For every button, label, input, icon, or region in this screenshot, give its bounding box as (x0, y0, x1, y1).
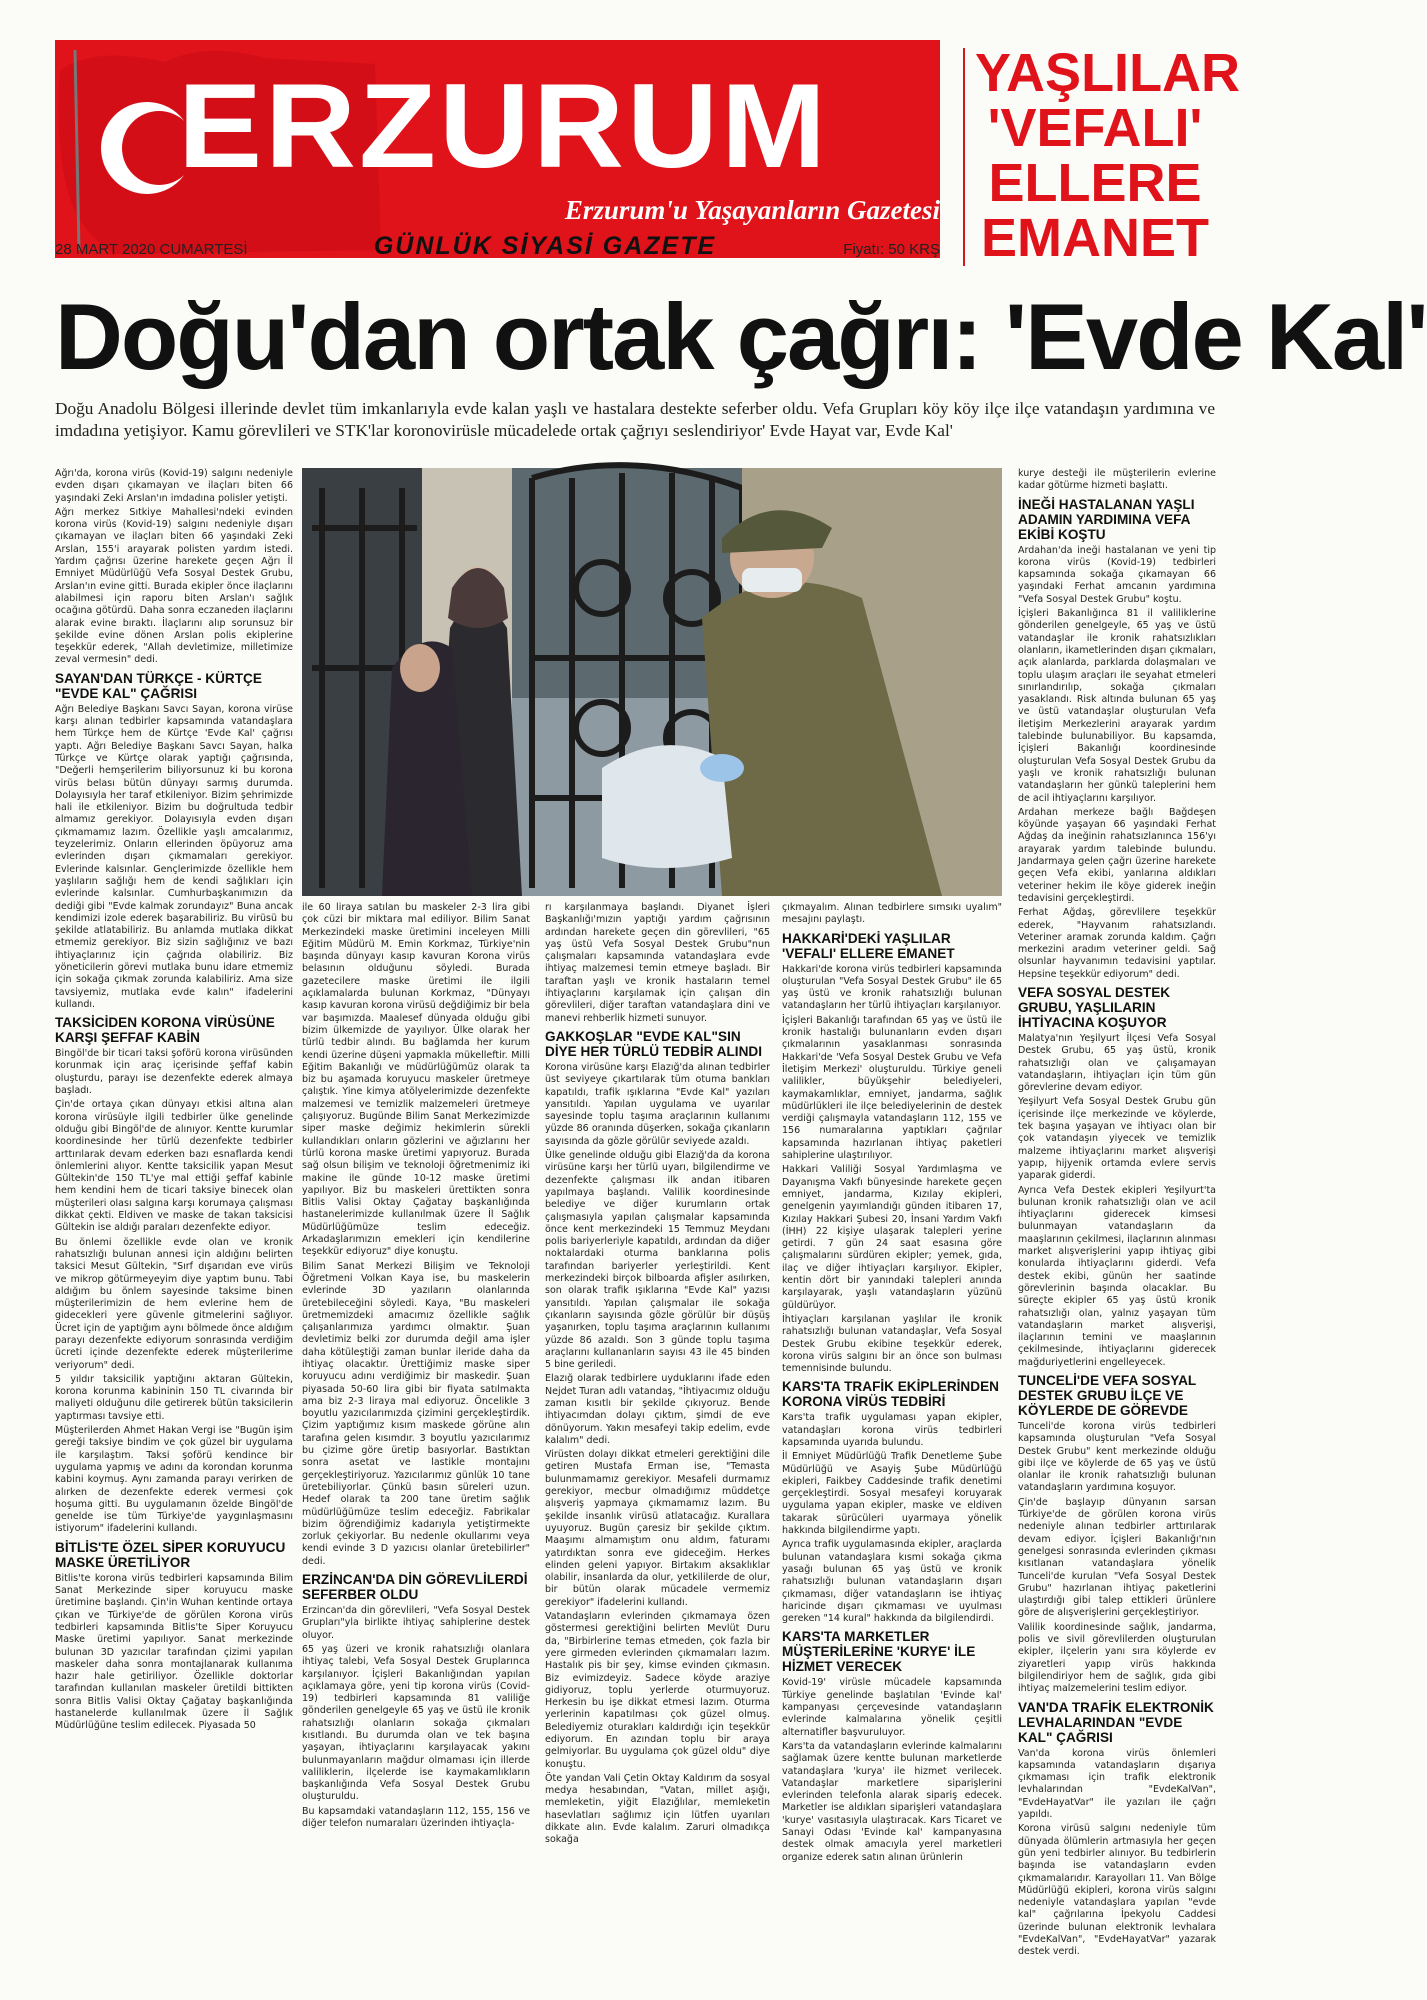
paragraph: Ağrı merkez Sıtkiye Mahallesi'ndeki evinden korona virüs (Kovid-19) salgını nedeniyle dışarı çıkamayan ve ilaçları biten 66 yaşındaki Zeki Arslan, 155'i arayarak polisten yardım istedi. Yardım çağrısı üzerine harekete geçen Ağrı İl Emniyet Müdürlüğü Vefa Sosyal Destek Grubu, Arslan'ın evine gitti. Burada ekipler önce ilaçlarını alabilmesi için raporu biten Arslan'ı sağlık ocağına götürdü. Daha sonra eczaneden ilaçlarını alarak evine bıraktı. İlaçlarını alıp sorunsuz bir şekilde evine dönen Arslan polis ekiplerine teşekkür ederek, "Allah devletimize, milletimize zeval vermesin" dedi. (55, 506, 293, 666)
paragraph: Kars'ta trafik uygulaması yapan ekipler, vatandaşları korona virüs tedbirleri kapsamında uyarıda bulundu. (782, 1412, 1002, 1448)
subheading: KARS'TA MARKETLER MÜŞTERİLERİNE 'KURYE' İLE HİZMET VERECEK (782, 1629, 976, 1675)
paragraph: Vatandaşların evlerinden çıkmamaya özen göstermesi gerektiğini belirten Mevlüt Duru da, "Birbirlerine temas etmeden, çok fazla bir yere girmeden evlerinden çıkmamaları lazım. Hastalık pis bir şey, kimse evinden çıkmasın. Biz evimizdeyiz. Sadece köyde araziye gidiyoruz, toplu yerlerde oturmuyoruz. Herkesin bu işe dikkat etmesi lazım. Oturma yerlerinin kapatılması çok güzel olmuş. Belediyemiz oturakları kaldırdığı için teşekkür ediyorum. En azından toplu bir araya gelmiyorlar. Bu uygulama çok güzel oldu" diye konuştu. (545, 1611, 770, 1770)
paragraph: Ardahan merkeze bağlı Bağdeşen köyünde yaşayan 66 yaşındaki Ferhat Ağdaş da ineğinin rahatsızlanınca 156'yı arayarak yardım talebinde bulundu. Jandarmaya gelen çağrı üzerine harekete geçen Vefa ekibi, yanlarına aldıkları veteriner hekim ile köye giderek ineğin tedavisini gerçekleştirdi. (1018, 806, 1216, 904)
paragraph: ile 60 liraya satılan bu maskeler 2-3 lira gibi çok cüzi bir miktara mal ediliyor. Bilim Sanat Merkezindeki maske üretimini inceleyen Milli Eğitim Müdürü M. Emin Korkmaz, Türkiye'nin başında dünyayı kasıp kavuran Korona virüs belasının olduğunu söyledi. Burada gazetecilere maske üretimi ile ilgili açıklamalarda bulunan Korkmaz, "Dünyayı kasıp kavuran korona virüsü değdiğimiz bir bela var başımızda. Maalesef dünyada olduğu gibi bizim ülkemizde de yayılıyor. Ülke olarak her türlü tedbir alındı. Bu bağlamda her kurum kendi üzerine düşeni yapmakla mükelleftir. Milli Eğitim Bakanlığı ve müdürlüğümüz olarak ta biz bu aşamada koruyucu maskeler üretmeye çalıştık. Yine kimya atölyelerimizde dezenfekte malzemesi ve temizlik malzemeleri üretmeye çalışıyoruz. Bugünde Bilim Sanat Merkezimizde siper maske değimiz hekimlerin sürekli kullandıkları onların gözlerini ve ağızlarını her türlü korona maske üretimi yapıyoruz. Burada sağ olsun bilişim ve teknoloji öğretmenimiz iki makine ile günde 10-12 maske üretimi yapılıyor. Biz bu maskeleri ürettikten sonra Bitlis Valisi Oktay Çağatay başkanlığında hastanelerimizde kullanılmak üzere İl Sağlık Müdürlüğümüze teslim edeceğiz. Arkadaşlarımızın emekleri için kendilerine teşekkür ediyoruz" diye konuştu. (302, 902, 530, 1258)
newspaper-brand: ERZURUM (178, 58, 829, 193)
paragraph: Kovid-19' virüsle mücadele kapsamında Türkiye genelinde başlatılan 'Evinde kal' kampanyası çerçevesinde vatandaşların evlerinde kalmalarına yönelik çeşitli alternatifler başvuruluyor. (782, 1677, 1002, 1738)
paragraph: Hakkari Valiliği Sosyal Yardımlaşma ve Dayanışma Vakfı bünyesinde harekete geçen emniyet, jandarma, Kızılay ekipleri, genelgenin yayımlandığı günden itibaren 17, Kızılay Hakkari Şubesi 20, İnsani Yardım Vakfı (İHH) 22 kişiye ulaşarak talepleri yerine getirdi. 7 gün 24 saat esasına göre çalışmalarını sürdüren ekipler; yemek, gıda, ilaç ve diğer ihtiyaçları karşılıyor. Ekipler, kentin dört bir yanındaki talepleri anında karşılayarak, yaşlı vatandaşların yüzünü güldürüyor. (782, 1164, 1002, 1311)
paragraph: Bilim Sanat Merkezi Bilişim ve Teknoloji Öğretmeni Volkan Kaya ise, bu maskelerin evlerinde 3D yazıların olanlarında üretebileceğini söyledi. Kaya, "Bu maskeleri üretmemizdeki amacımız özellikle sağlık çalışanlarımıza yardımcı olmaktır. Şuan devletimiz belki zor durumda değil ama işler daha kötüleştiği zaman bunlar ileride daha da ihtiyaç olacaktır. Ürettiğimiz maske siper koruyucu adını verdiğimiz bir maskedir. Şuan piyasada 50-60 lira gibi bir fiyata satılmakta ama biz 2-3 liraya mal ediyoruz. Öncelikle 3 boyutlu yazıcılarımızda çizimini gerçekleştirdik. Çizim yaptığımız kısım maskede görüne alın tarafına gelen kısımdır. 3 boyutlu yazıcılarımız bu çizime göre üretip basıyorlar. Bastıktan sonra asetat ve lastikle montajını gerçekleştiriyoruz. Yazıcılarımız günlük 10 tane üretebiliyorlar. Çünkü basın süreleri uzun. Hedef olarak ta 200 tane üretim sağlık müdürlüğümüze teslim edeceğiz. Fabrikalar bizim öğrendiğimiz kadarıyla yetiştirmekte zorluk çekiyorlar. Bu nedenle okullarımı veya kendi evinde 3 D yazıcısı olanlar üretebilirler" dedi. (302, 1260, 530, 1567)
paragraph: Ağrı Belediye Başkanı Savcı Sayan, korona virüse karşı alınan tedbirler kapsamında vatandaşlara hem Türkçe hem de Kürtçe 'Evde Kal' çağrısı yaptı. Ağrı Belediye Başkanı Savcı Sayan, halka Türkçe ve Kürtçe olarak yaptığı çağrısında, "Değerli hemşerilerim biliyorsunuz ki bu korona virüs belası bütün dünyayı sarmış durumda. Dolayısıyla her taraf etkileniyor. Bizim şehrimizde hali ile etkileniyor. Bizim bu doğrultuda tedbir almamız gerekiyor. Dolayısıyla evden dışarı çıkmamamız lazım. Özellikle yaşlı amcalarımız, teyzelerimiz. Onların ellerinden öpüyoruz ama evlerinden dışarı çıkmamaları gerekiyor. Evlerinde kalsınlar. Gençlerimizde özellikle hem yaşlıların sağlığı hem de kendi sağlıkları için evlerinde kalsınlar. Cumhurbaşkanımızın da dediği gibi "Evde kalmak zorundayız" Buna ancak kendimizi izole ederek başarabiliriz. Bu virüsü bu şekilde atlatabiliriz. Bu anlamda mutlaka dikkat etmemiz gerekiyor. Biz sizin sağlığınız ve bazı ihtiyaçlarınız için çağrıda olabiliriz. Biz yöneticilerin görevi mutlaka bunu idare etmemiz için sokağa çıkmak zorunda kalabiliriz. Ama size tavsiyemiz, mutlaka evde kalın" ifadelerini kullandı. (55, 703, 293, 1010)
subheading: BİTLİS'TE ÖZEL SİPER KORUYUCU MASKE ÜRETİLİYOR (55, 1539, 286, 1570)
paragraph: İçişleri Bakanlığınca 81 il valiliklerine gönderilen genelgeyle, 65 yaş ve üstü vatandaşlar ile kronik rahatsızlıkları olanların, ikametlerinden dışarı çıkmaları, açık alanlarda, parklarda dolaşmaları ve toplu ulaşım araçları ile seyahat etmeleri sınırlandırılıp, sokağa çıkmaları yasaklandı. Risk altında bulunan 65 yaş ve üstü vatandaşlar oluşturulan Vefa İletişim Merkezlerini arayarak yardım talebinde bulunabiliyor. Bu kapsamda, İçişleri Bakanlığı koordinesinde oluşturulan Vefa Sosyal Destek Grubu da yaşlı ve kronik rahatsızlığı bulunan vatandaşların her günkü taleplerini hem de acil ihtiyaçlarını karşılıyor. (1018, 608, 1216, 804)
paragraph: Hakkari'de korona virüs tedbirleri kapsamında oluşturulan "Vefa Sosyal Destek Grubu" ile 65 yaş üstü ve kronik rahatsızlığı bulunan vatandaşların her türlü ihtiyaçları karşılanıyor. (782, 963, 1002, 1012)
paragraph: Bu önlemi özellikle evde olan ve kronik rahatsızlığı bulunan annesi için aldığını belirten taksici Mesut Gültekin, "Sırf dışarıdan eve virüs ve mikrop götürmeyeyim diye yaptım bunu. Tabi aldığım bu önlem sayesinde taksime binen müşterilerimizin de hem evlerine hem de gidecekleri yere güvenle gitmelerini sağlıyor. Ücret için de yaptığım aynı bölmede önce aldığım parayı dezenfekte ediyorum sonrasında verdiğim ücreti içinde dezenfekte ederek müşterilerime veriyorum" dedi. (55, 1236, 293, 1371)
paragraph: Malatya'nın Yeşilyurt İlçesi Vefa Sosyal Destek Grubu, 65 yaş üstü, kronik rahatsızlığı olan ve çalışamayan vatandaşların, ihtiyaçları için tüm gün görevlerine devam ediyor. (1018, 1032, 1216, 1094)
side-headline-line: 'VEFALI' (987, 98, 1203, 158)
newspaper-tagline: Erzurum'u Yaşayanların Gazetesi (564, 195, 940, 225)
paragraph: Ayrıca trafik uygulamasında ekipler, araçlarda bulunan vatandaşlara kısmi sokağa çıkma yasağı bulunan 65 yaş üstü ve kronik rahatsızlığı bulunan vatandaşların dışarı çıkmaması, diğer vatandaşların ise ihtiyaç haricinde dışarı çıkmaması ve uyulması gereken "14 kural" hakkında da bilgilendirdi. (782, 1539, 1002, 1625)
paragraph: Öte yandan Vali Çetin Oktay Kaldırım da sosyal medya hesabından, "Vatan, millet aşığı, memleketin, yiğit Elazığlılar, memleketin hasevlatları sağlımız için lütfen uyarıları dikkate alın. Evde kalalım. Zaruri olmadıkça sokağa (545, 1772, 770, 1846)
issue-date: 28 MART 2020 CUMARTESİ (55, 241, 248, 258)
paragraph: Yeşilyurt Vefa Sosyal Destek Grubu gün içerisinde ilçe merkezinde ve köylerde, tek başına yaşayan ve ihtiyacı olan bir çok vatandaşın yiyecek ve temizlik malzeme ihtiyaçlarını market alışverişi yapıp, hijyenik ortamda evlere servis yaparak giderdi. (1018, 1096, 1216, 1182)
issue-price: Fiyatı: 50 KRŞ (843, 241, 940, 258)
subheading: ERZİNCAN'DA DİN GÖREVLİLERDİ SEFERBER OLDU (302, 1572, 528, 1603)
paragraph: Bu kapsamdaki vatandaşların 112, 155, 156 ve diğer telefon numaraları üzerinden ihtiyaçla- (302, 1805, 530, 1830)
paragraph: Korona virüsü salgını nedeniyle tüm dünyada ölümlerin artmasıyla her geçen gün yeni tedbirler alınıyor. Bu tedbirlerin başında ise vatandaşların evden çıkmamalarıdır. Karayolları 11. Van Bölge Müdürlüğü ekipleri, korona virüs salgını nedeniyle vatandaşlara yapılan "evde kal" çağrılarına İpekyolu Caddesi üzerinde bulunan elektronik levhalara "EvdeKalVan", "EvdeHayatVar" yazarak destek verdi. (1018, 1823, 1216, 1958)
paragraph: Bitlis'te korona virüs tedbirleri kapsamında Bilim Sanat Merkezinde siper koruyucu maske üretimine başlandı. Çin'in Wuhan kentinde ortaya çıkan ve Türkiye'de de görülen Korona virüs tedbirleri kapsamında Bitlis'te Siper Koruyucu Maske üretimi yapılıyor. Sanat merkezinde bulunan 3D yazıcılar tarafından çizimi yapılan maskeler daha sonra montajlanarak kullanıma hazır hale getiriliyor. Özellikle doktorlar tarafından kullanılan maskeler üretildi bittikten sonra Bitlis Valisi Oktay Çağatay başkanlığında hastanelerde kullanılmak üzere İl Sağlık Müdürlüğüne teslim edilecek. Piyasada 50 (55, 1572, 293, 1732)
paragraph: Ferhat Ağdaş, görevlilere teşekkür ederek, "Hayvanım rahatsızlandı. Veteriner aramak zorunda kaldım. Çağrı merkezini aradım veteriner geldi. Sağ olsunlar hayvanımın tedavisini yaptılar. Hepsine teşekkür ediyorum" dedi. (1018, 907, 1216, 980)
subheading: KARS'TA TRAFİK EKİPLERİNDEN KORONA VİRÜS TEDBİRİ (782, 1379, 999, 1410)
paragraph: İçişleri Bakanlığı tarafından 65 yaş ve üstü ile kronik hastalığı bulunanların evden dışarı çıkmalarının yasaklanması sonrasında Hakkari'de 'Vefa Sosyal Destek Grubu ve Vefa İletişim Merkezi' oluşturuldu. Türkiye geneli valilikler, büyükşehir belediyeleri, kaymakamlıklar, emniyet, jandarma, sağlık müdürlükleri ile ilçe belediyelerinin de destek verdiği çalışmayla vatandaşların 112, 155 ve 156 numaralarına yaptıkları çağrılar kapsamında hazırlanan ihtiyaç paketleri sahiplerine ulaştırılıyor. (782, 1014, 1002, 1162)
article-column-3 (545, 902, 770, 1968)
paragraph: Çin'de ortaya çıkan dünyayı etkisi altına alan korona virüsüyle ilgili tedbirler ülke genelinde olduğu gibi Bingöl'de de alınıyor. Kentte kurumlar koordinesinde her türlü dezenfekte tedbirler arttırılarak devam ederken bazı esnaflarda kendi önlemlerini alıyor. Kentte taksicilik yapan Mesut Gültekin'de 150 TL'ye mal ettiği şeffaf kabinle hem kendini hem de ticari taksiye binecek olan müşterileri olası salgına karşı korumaya çalışması dikkat çekti. Eldiven ve maske de takan taksicisi Gültekin ise aldığı paraları dezenfekte ediyor. (55, 1099, 293, 1234)
paragraph: 65 yaş üzeri ve kronik rahatsızlığı olanlara ihtiyaç talebi, Vefa Sosyal Destek Gruplarınca karşılanıyor. İçişleri Bakanlığından yapılan açıklamaya göre, yeni tip korona virüs (Covid-19) tedbirleri kapsamında 81 valiliğe gönderilen genelgeyle 65 yaş ve üstü ile kronik rahatsızlığı olanların sokağa çıkmaları kısıtlandı. Bu durumda olan ve tek başına yaşayan, ihtiyaçlarını karşılayacak yakını bulunmayanların mağdur olmaması için illerde valiliklerin, ilçelerde ise kaymakamlıkların başkanlığında Vefa Sosyal Destek Grubu oluşturuldu. (302, 1643, 530, 1803)
paragraph: İl Emniyet Müdürlüğü Trafik Denetleme Şube Müdürlüğü ve Asayiş Şube Müdürlüğü ekipleri, Faikbey Caddesinde trafik denetimi gerçekleştirdi. Sosyal mesafeyi koruyarak uygulama yapan ekipler, maske ve eldiven takarak sürücüleri uyarmaya yönelik hakkında bilgilendirme yaptı. (782, 1451, 1002, 1537)
paragraph: Ülke genelinde olduğu gibi Elazığ'da da korona virüsüne karşı her türlü uyarı, bilgilendirme ve dezenfekte çalışması ilk andan itibaren yapılmaya başlandı. Valilik koordinesinde belediye ve diğer kurumların ortak çalışmasıyla yapılan çalışmalar kapsamında önce kent merkezindeki 15 Temmuz Meydanı polis bariyerleriyle kapatıldı, ardından da diğer noktalardaki oturma banklarına polis tarafından bariyerler yerleştirildi. Kent merkezindeki birçok bilboarda afişler asılırken, son olarak trafik ışıklarına "Evde Kal" yazısı yansıtıldı. Yapılan çalışmalar ile sokağa çıkanların sayısında gözle görülür bir düşüş yaşanırken, toplu taşıma araçlarının kullanımı yüzde 86 azaldı. Son 3 günde toplu taşıma araçlarını kullananların sayısı 43 ile 45 binden 5 bine geriledi. (545, 1150, 770, 1371)
subheading: İNEĞİ HASTALANAN YAŞLI ADAMIN YARDIMINA VEFA EKİBİ KOŞTU (1018, 496, 1195, 542)
subheading: GAKKOŞLAR "EVDE KAL"SIN DİYE HER TÜRLÜ TEDBİR ALINDI (545, 1028, 762, 1059)
article-column-1 (55, 468, 293, 1968)
subheading: HAKKARİ'DEKİ YAŞLILAR 'VEFALI' ELLERE EMANET (782, 930, 955, 961)
subheading: TUNCELİ'DE VEFA SOSYAL DESTEK GRUBU İLÇE VE KÖYLERDE DE GÖREVDE (1018, 1373, 1196, 1418)
paragraph: Valilik koordinesinde sağlık, jandarma, polis ve sivil görevlilerden oluşturulan ekipler, ilçelerin yanı sıra köylerde ev ziyaretleri yapıp virüs hakkında bilgilendiriyor hem de sağlık, gıda gibi ihtiyaç malzemelerini teslim ediyor. (1018, 1621, 1216, 1695)
paragraph: Korona virüsüne karşı Elazığ'da alınan tedbirler üst seviyeye çıkartılarak tüm otuma bankları kapatıldı, trafik ışıklarına "Evde Kal" yazıları yansıtıldı. Yapılan uygulama ve uyarılar sayesinde toplu taşıma araçlarının kullanımı yüzde 86 oranında düşerken, sokağa çıkanların sayısında da gözle görülür seviyede azaldı. (545, 1061, 770, 1147)
paragraph: Ağrı'da, korona virüs (Kovid-19) salgını nedeniyle evden dışarı çıkamayan ve ilaçları biten 66 yaşındaki Zeki Arslan'ın imdadına polisler yetişti. (55, 468, 293, 504)
paragraph: Van'da korona virüs önlemleri kapsamında vatandaşların dışarıya çıkmaması için trafik elektronik levhalarından "EvdeKalVan", "EvdeHayatVar" ile yazıları ile çağrı yapıldı. (1018, 1747, 1216, 1821)
paragraph: Elazığ olarak tedbirlere uyduklarını ifade eden Nejdet Turan adlı vatandaş, "İhtiyacımız olduğu zaman kısıtlı bir şekilde çıkıyoruz. Bende ihtiyacımdan dolayı çıktım, şimdi de eve dönüyorum. Yakın mesafeyi takip edelim, evde kalalım" dedi. (545, 1373, 770, 1446)
paragraph: Çin'de başlayıp dünyanın sarsan Türkiye'de de görülen korona virüs nedeniyle alınan tedbirler arttırılarak devam ediyor. İçişleri Bakanlığı'nın genelgesi sonrasında evlerinden çıkması kısıtlanan vatandaşlara yönelik Tunceli'de kurulan "Vefa Sosyal Destek Grubu" hazırlanan ihtiyaç paketlerini ulaştırdığı gibi talep ettikleri ürünlere göre de alışverişlerini gerçekleştiriyor. (1018, 1496, 1216, 1619)
side-divider (963, 48, 965, 266)
paragraph: rı karşılanmaya başlandı. Diyanet İşleri Başkanlığı'mızın yaptığı yardım çağrısının ardından harekete geçen din görevlileri, "65 yaş üstü Vefa Sosyal Destek Grubu"nun çalışmaları kapsamında vatandaşlara evde ihtiyaç malzemesi temin etmeye başladı. Bir taraftan yaşlı ve kronik hastaların temel ihtiyaçlarını karşılamak için çalışan din görevlileri, diğer taraftan vatandaşlara dini ve manevi rehberlik hizmeti sunuyor. (545, 902, 770, 1024)
side-headline (975, 43, 1241, 268)
side-headline-line: EMANET (981, 208, 1209, 268)
article-column-4 (782, 902, 1002, 1968)
subheading: VEFA SOSYAL DESTEK GRUBU, YAŞLILARIN İHTİYACINA KOŞUYOR (1018, 984, 1171, 1030)
paragraph: çıkmayalım. Alınan tedbirlere sımsıkı uyalım" mesajını paylaştı. (782, 902, 1002, 926)
side-headline-line: YAŞLILAR (975, 43, 1241, 103)
paragraph: Müşterilerden Ahmet Hakan Vergi ise "Bugün işim gereği taksiye bindim ve çok güzel bir uygulama ile karşılaştım. Taksi şoförü kendince bir uygulama yapmış ve adını da korondan korunma kabini koymuş. Aynı zamanda parayı verirken de alırken de dezenfekte ederek vermesi çok hoşuma gitti. Bu uygulamanın özelde Bingöl'de genelde ise tüm Türkiye'de yaygınlaşmasını istiyorum" ifadelerini kullandı. (55, 1425, 293, 1535)
gazette-label: GÜNLÜK SİYASİ GAZETE (373, 232, 717, 260)
paragraph: Virüsten dolayı dikkat etmeleri gerektiğini dile getiren Mustafa Erman ise, "Temasta bulunmamamız gerekiyor. Mesafeli durmamız gerekiyor, mecbur olmadığımız müddetçe alışveriş yapmaya çıkmamamız lazım. Bu şekilde insanlık virüsü atlatacağız. Kurallara uyuyoruz. Bugün çaresiz bir şekilde çıktım. Maaşımı almamıştım onu aldım, faturamı yatırdıktan sonra eve gideceğim. Herkes elinden geleni yapıyor. Birtakım aksaklıklar olabilir, insanlarda da olur, yetkililerde de olur, bir bütün olarak mücadele vermemiz gerekiyor" ifadelerini kullandı. (545, 1449, 770, 1608)
subheading: VAN'DA TRAFİK ELEKTRONİK LEVHALARINDAN "EVDE KAL" ÇAĞRISI (1018, 1699, 1214, 1745)
paragraph: Erzincan'da din görevlileri, "Vefa Sosyal Destek Grupları"yla birlikte ihtiyaç sahiplerine destek oluyor. (302, 1605, 530, 1641)
subheading: SAYAN'DAN TÜRKÇE - KÜRTÇE "EVDE KAL" ÇAĞRISI (55, 670, 262, 701)
paragraph: kurye desteği ile müşterilerin evlerine kadar götürme hizmeti başlattı. (1018, 468, 1216, 492)
paragraph: Ayrıca Vefa Destek ekipleri Yeşilyurt'ta bulunan kronik rahatsızlığı olan ve acil ihtiyaçlarını giderecek kimsesi bulunmayan vatandaşların da maaşlarının çekilmesi, ilaçlarının alınması market alışverişlerini yapıp ihtiyaç gibi konularda ihtiyaçlarını giderdi. Vefa destek ekibi, günün her saatinde görevlerinin başında olacaklar. Bu süreçte ekipler 65 yaş üstü kronik rahatsızlığı olan, yalnız yaşayan tüm vatandaşların market alışverişi, ilaçlarının temini ve maaşlarının çekilmesinde, ihtiyaçlarını giderecek mağduriyetlerini engelleyecek. (1018, 1184, 1216, 1368)
article-column-5 (1018, 468, 1216, 1968)
lead-photo (302, 468, 1002, 896)
subheading: TAKSİCİDEN KORONA VİRÜSÜNE KARŞI ŞEFFAF KABİN (55, 1015, 275, 1046)
paragraph: 5 yıldır taksicilik yaptığını aktaran Gültekin, korona korunma kabininin 150 TL civarında bir maliyeti olduğunu dile getirerek bütün taksicilerin yaptırması tavsiye etti. (55, 1373, 293, 1422)
headline-deck: Doğu Anadolu Bölgesi illerinde devlet tüm imkanlarıyla evde kalan yaşlı ve hastalara destekte seferber oldu. Vefa Grupları köy köy ilçe ilçe vatandaşın yardımına ve imdadına yetişiyor. Kamu görevlileri ve STK'lar koronovirüsle mücadelede ortak çağrıyı seslendiriyor' Evde Hayat var, Evde Kal' (55, 399, 1215, 440)
main-headline: Doğu'dan ortak çağrı: 'Evde Kal' (55, 284, 1427, 389)
paragraph: Ardahan'da ineği hastalanan ve yeni tip korona virüs (Kovid-19) tedbirleri kapsamında sokağa çıkamayan 66 yaşındaki Ferhat amcanın yardımına "Vefa Sosyal Destek Grubu" koştu. (1018, 544, 1216, 605)
article-column-2 (302, 902, 530, 1968)
paragraph: Tunceli'de korona virüs tedbirleri kapsamında oluşturulan "Vefa Sosyal Destek Grubu" kent merkezinde olduğu gibi ilçe ve köylerde de 65 yaş ve üstü olanlar ile kronik rahatsızlığı bulunan vatandaşların yardımına koşuyor. (1018, 1421, 1216, 1494)
paragraph: Kars'ta da vatandaşların evlerinde kalmalarını sağlamak üzere kentte bulunan marketlerde vatandaşlara 'kurya' ile hizmet verilecek. Vatandaşlar marketlere siparişlerini evlerinden telefonla alarak sipariş edecek. Marketler ise aldıkları siparişleri vatandaşlara 'kurye' vasıtasıyla ulaştıracak. Kars Ticaret ve Sanayi Odası 'Evinde kal' kampanyasına destek olmak amacıyla yerel marketleri organize ederek satın alınan ürünlerin (782, 1740, 1002, 1863)
side-headline-line: ELLERE (988, 153, 1202, 213)
paragraph: Bingöl'de bir ticari taksi şoförü korona virüsünden korunmak için araç içerisinde şeffaf kabin oluşturdu, parayı ise dezenfekte ederek almaya başladı. (55, 1048, 293, 1097)
paragraph: İhtiyaçları karşılanan yaşlılar ile kronik rahatsızlığı bulunan vatandaşlar, Vefa Sosyal Destek Grubu ekibine teşekkür ederek, korona virüs salgını bir an önce son bulması temennisinde bulundu. (782, 1313, 1002, 1375)
